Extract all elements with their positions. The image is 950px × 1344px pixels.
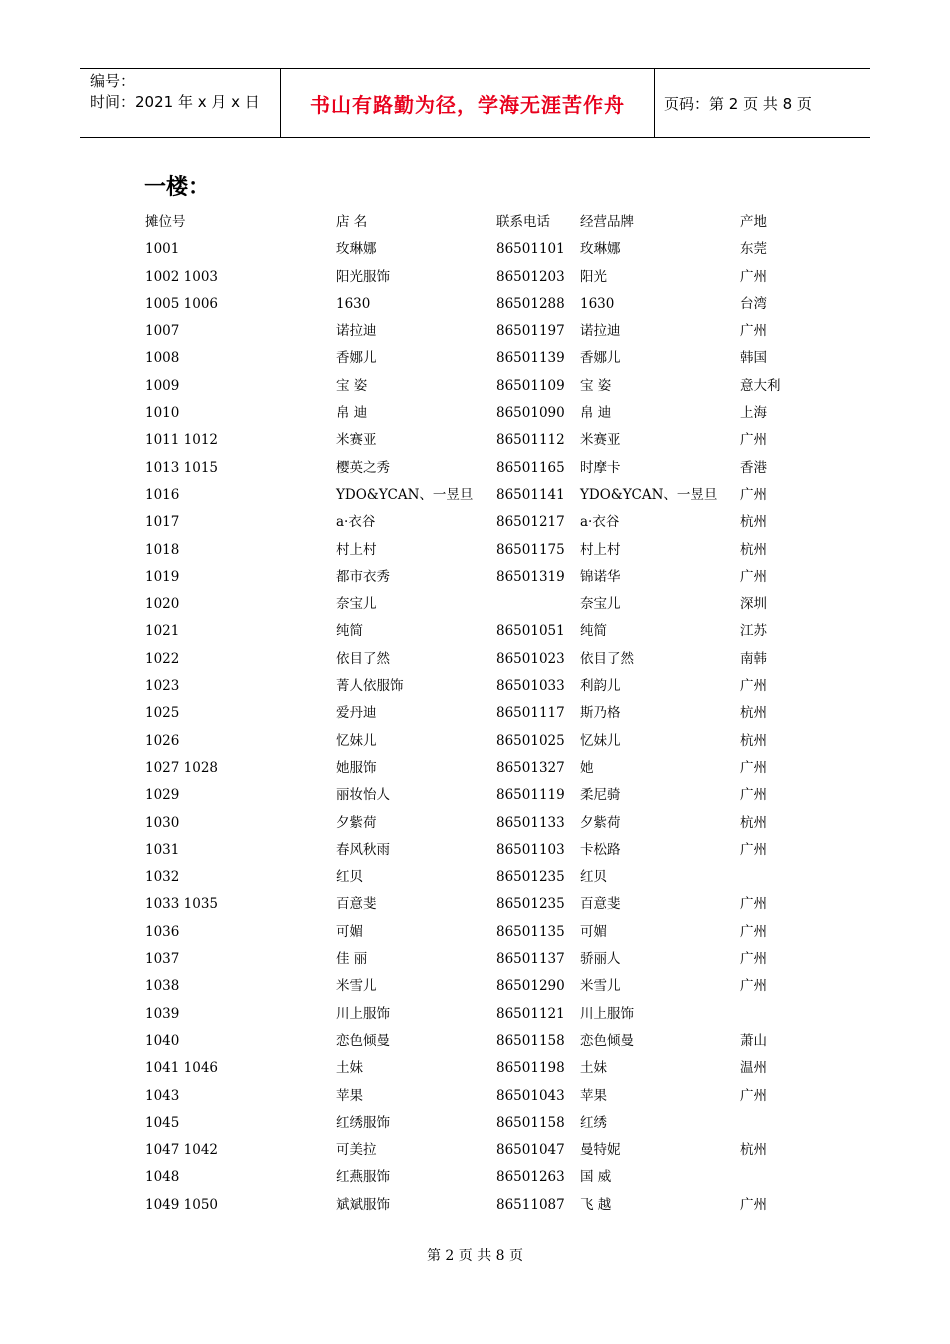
- shop-name: 她服饰: [336, 759, 377, 776]
- table-row: [145, 783, 845, 810]
- shop-name: 可美拉: [336, 1142, 377, 1159]
- phone: 86501139: [496, 350, 565, 367]
- phone: 86501158: [496, 1032, 565, 1049]
- table-header-row: [145, 210, 845, 237]
- shop-name: 丽妆怡人: [336, 787, 390, 804]
- phone: 86501263: [496, 1169, 565, 1186]
- shop-name: 春风秋雨: [336, 841, 390, 858]
- shop-name: 都市衣秀: [336, 568, 390, 585]
- table-row: [145, 319, 845, 346]
- phone: 86501327: [496, 759, 565, 776]
- brand: 卡松路: [580, 841, 621, 858]
- shop-name: 可媚: [336, 923, 363, 940]
- page-footer: 第 2 页 共 8 页: [426, 1248, 524, 1264]
- shop-table: [145, 210, 845, 1220]
- table-row: [145, 892, 845, 919]
- table-row: [145, 265, 845, 292]
- stall-number: 1001: [145, 241, 180, 258]
- phone: 86501135: [496, 923, 565, 940]
- origin: 广州: [740, 268, 767, 285]
- shop-name: 忆妹儿: [336, 732, 377, 749]
- table-row: [145, 565, 845, 592]
- stall-number: 1033 1035: [145, 896, 219, 913]
- table-row: [145, 1029, 845, 1056]
- shop-name: 帛 迪: [336, 405, 368, 422]
- section-title: 一楼：: [144, 175, 211, 200]
- phone: 86501198: [496, 1060, 565, 1077]
- phone: 86501175: [496, 541, 565, 558]
- phone: 86501101: [496, 241, 565, 258]
- brand: 米赛亚: [580, 432, 621, 449]
- brand: 飞 越: [580, 1196, 612, 1213]
- stall-number: 1009: [145, 377, 180, 394]
- brand: 川上服饰: [580, 1005, 634, 1022]
- stall-number: 1043: [145, 1087, 180, 1104]
- origin: 深圳: [740, 596, 767, 613]
- table-row: [145, 920, 845, 947]
- header-brand: 经营品牌: [580, 214, 634, 230]
- brand: 锦诺华: [580, 568, 621, 585]
- shop-name: 川上服饰: [336, 1005, 390, 1022]
- table-row: [145, 729, 845, 756]
- stall-number: 1013 1015: [145, 459, 219, 476]
- table-row: [145, 701, 845, 728]
- phone: 86501121: [496, 1005, 565, 1022]
- brand: 时摩卡: [580, 459, 621, 476]
- phone: 86501137: [496, 951, 565, 968]
- stall-number: 1037: [145, 951, 180, 968]
- origin: 杭州: [740, 541, 767, 558]
- origin: 上海: [740, 405, 767, 422]
- stall-number: 1005 1006: [145, 295, 219, 312]
- stall-number: 1018: [145, 541, 180, 558]
- origin: 广州: [740, 678, 767, 695]
- brand: 骄丽人: [580, 951, 621, 968]
- shop-name: 佳 丽: [336, 951, 368, 968]
- stall-number: 1002 1003: [145, 268, 219, 285]
- origin: 广州: [740, 896, 767, 913]
- shop-name: 1630: [336, 295, 371, 312]
- shop-name: 百意斐: [336, 896, 377, 913]
- phone: 86501103: [496, 841, 565, 858]
- phone: 86501133: [496, 814, 565, 831]
- shop-name: 阳光服饰: [336, 268, 390, 285]
- origin: 广州: [740, 486, 767, 503]
- header-shop: 店 名: [336, 214, 368, 230]
- brand: 村上村: [580, 541, 621, 558]
- stall-number: 1045: [145, 1114, 180, 1131]
- table-row: [145, 1165, 845, 1192]
- header-stall: 摊位号: [145, 214, 186, 230]
- brand: 诺拉迪: [580, 323, 621, 340]
- brand: 奈宝儿: [580, 596, 621, 613]
- shop-name: 村上村: [336, 541, 377, 558]
- time-label: 时间：2021 年 x 月 x 日: [90, 93, 260, 111]
- phone: 86501319: [496, 568, 565, 585]
- origin: 东莞: [740, 241, 767, 258]
- table-row: [145, 1002, 845, 1029]
- brand: 恋色倾曼: [580, 1032, 634, 1049]
- table-row: [145, 947, 845, 974]
- stall-number: 1008: [145, 350, 180, 367]
- shop-name: 米赛亚: [336, 432, 377, 449]
- brand: YDO&YCAN、一昱旦: [580, 486, 718, 503]
- phone: 86501197: [496, 323, 565, 340]
- origin: 广州: [740, 432, 767, 449]
- table-row: [145, 865, 845, 892]
- phone: 86501235: [496, 896, 565, 913]
- brand: 米雪儿: [580, 978, 621, 995]
- stall-number: 1030: [145, 814, 180, 831]
- brand: 百意斐: [580, 896, 621, 913]
- shop-name: 红贝: [336, 869, 363, 886]
- stall-number: 1038: [145, 978, 180, 995]
- table-row: [145, 483, 845, 510]
- stall-number: 1021: [145, 623, 180, 640]
- brand: 依目了然: [580, 650, 634, 667]
- stall-number: 1036: [145, 923, 180, 940]
- table-row: [145, 1111, 845, 1138]
- header-meta: [80, 69, 281, 137]
- stall-number: 1032: [145, 869, 180, 886]
- origin: 江苏: [740, 623, 767, 640]
- brand: 玫琳娜: [580, 241, 621, 258]
- origin: 杭州: [740, 732, 767, 749]
- shop-name: 恋色倾曼: [336, 1032, 390, 1049]
- stall-number: 1048: [145, 1169, 180, 1186]
- brand: 利韵儿: [580, 678, 621, 695]
- brand: 帛 迪: [580, 405, 612, 422]
- table-row: [145, 1056, 845, 1083]
- phone: 86511087: [496, 1196, 565, 1213]
- origin: 台湾: [740, 295, 767, 312]
- phone: 86501023: [496, 650, 565, 667]
- phone: 86501047: [496, 1142, 565, 1159]
- table-row: [145, 237, 845, 264]
- shop-name: 香娜儿: [336, 350, 377, 367]
- brand: 曼特妮: [580, 1142, 621, 1159]
- shop-name: 宝 姿: [336, 377, 368, 394]
- origin: 意大利: [740, 377, 781, 394]
- stall-number: 1040: [145, 1032, 180, 1049]
- stall-number: 1010: [145, 405, 180, 422]
- page-label: 页码：第 2 页 共 8 页: [664, 94, 812, 113]
- origin: 广州: [740, 1087, 767, 1104]
- stall-number: 1022: [145, 650, 180, 667]
- origin: 广州: [740, 951, 767, 968]
- shop-name: 纯简: [336, 623, 363, 640]
- table-row: [145, 1084, 845, 1111]
- stall-number: 1049 1050: [145, 1196, 219, 1213]
- origin: 广州: [740, 841, 767, 858]
- phone: 86501025: [496, 732, 565, 749]
- brand: 纯简: [580, 623, 607, 640]
- origin: 杭州: [740, 814, 767, 831]
- phone: 86501217: [496, 514, 565, 531]
- phone: 86501051: [496, 623, 565, 640]
- table-row: [145, 756, 845, 783]
- table-row: [145, 592, 845, 619]
- page-header: [80, 68, 870, 138]
- stall-number: 1027 1028: [145, 759, 219, 776]
- table-row: [145, 346, 845, 373]
- shop-name: 玫琳娜: [336, 241, 377, 258]
- origin: 广州: [740, 787, 767, 804]
- shop-name: YDO&YCAN、一昱旦: [336, 486, 474, 503]
- table-row: [145, 1193, 845, 1220]
- table-row: [145, 292, 845, 319]
- brand: 可媚: [580, 923, 607, 940]
- phone: 86501117: [496, 705, 565, 722]
- brand: 土妹: [580, 1060, 607, 1077]
- shop-name: 奈宝儿: [336, 596, 377, 613]
- shop-name: 菁人依服饰: [336, 678, 404, 695]
- shop-name: 红绣服饰: [336, 1114, 390, 1131]
- table-row: [145, 974, 845, 1001]
- table-row: [145, 401, 845, 428]
- brand: 柔尼骑: [580, 787, 621, 804]
- brand: 红贝: [580, 869, 607, 886]
- stall-number: 1019: [145, 568, 180, 585]
- phone: 86501290: [496, 978, 565, 995]
- table-row: [145, 374, 845, 401]
- stall-number: 1039: [145, 1005, 180, 1022]
- table-row: [145, 538, 845, 565]
- table-row: [145, 811, 845, 838]
- origin: 杭州: [740, 1142, 767, 1159]
- table-row: [145, 674, 845, 701]
- origin: 杭州: [740, 514, 767, 531]
- brand: 她: [580, 759, 594, 776]
- table-row: [145, 647, 845, 674]
- brand: 夕紫荷: [580, 814, 621, 831]
- stall-number: 1017: [145, 514, 180, 531]
- origin: 南韩: [740, 650, 767, 667]
- origin: 广州: [740, 759, 767, 776]
- brand: 斯乃格: [580, 705, 621, 722]
- brand: 宝 姿: [580, 377, 612, 394]
- header-origin: 产地: [740, 214, 767, 230]
- shop-name: 夕紫荷: [336, 814, 377, 831]
- table-row: [145, 428, 845, 455]
- phone: 86501288: [496, 295, 565, 312]
- phone: 86501203: [496, 268, 565, 285]
- stall-number: 1016: [145, 486, 180, 503]
- origin: 广州: [740, 1196, 767, 1213]
- shop-name: 樱英之秀: [336, 459, 390, 476]
- stall-number: 1031: [145, 841, 180, 858]
- table-row: [145, 1138, 845, 1165]
- brand: 忆妹儿: [580, 732, 621, 749]
- phone: 86501090: [496, 405, 565, 422]
- shop-name: 米雪儿: [336, 978, 377, 995]
- stall-number: 1047 1042: [145, 1142, 219, 1159]
- shop-name: 爱丹迪: [336, 705, 377, 722]
- phone: 86501235: [496, 869, 565, 886]
- phone: 86501033: [496, 678, 565, 695]
- shop-name: a·衣谷: [336, 514, 376, 531]
- phone: 86501119: [496, 787, 565, 804]
- stall-number: 1026: [145, 732, 180, 749]
- table-row: [145, 619, 845, 646]
- shop-name: 红燕服饰: [336, 1169, 390, 1186]
- brand: 香娜儿: [580, 350, 621, 367]
- stall-number: 1025: [145, 705, 180, 722]
- origin: 温州: [740, 1060, 767, 1077]
- shop-name: 苹果: [336, 1087, 363, 1104]
- origin: 杭州: [740, 705, 767, 722]
- phone: 86501141: [496, 486, 565, 503]
- phone: 86501109: [496, 377, 565, 394]
- header-phone: 联系电话: [496, 214, 550, 230]
- brand: 国 威: [580, 1169, 612, 1186]
- stall-number: 1041 1046: [145, 1060, 219, 1077]
- phone: 86501043: [496, 1087, 565, 1104]
- brand: 红绣: [580, 1114, 607, 1131]
- stall-number: 1029: [145, 787, 180, 804]
- stall-number: 1020: [145, 596, 180, 613]
- shop-name: 诺拉迪: [336, 323, 377, 340]
- phone: 86501158: [496, 1114, 565, 1131]
- stall-number: 1011 1012: [145, 432, 219, 449]
- motto: 书山有路勤为径，学海无涯苦作舟: [281, 69, 655, 137]
- brand: 1630: [580, 295, 615, 312]
- origin: 广州: [740, 568, 767, 585]
- origin: 广州: [740, 323, 767, 340]
- number-label: 编号：: [90, 72, 136, 90]
- phone: 86501165: [496, 459, 565, 476]
- stall-number: 1023: [145, 678, 180, 695]
- phone: 86501112: [496, 432, 565, 449]
- origin: 广州: [740, 978, 767, 995]
- brand: 苹果: [580, 1087, 607, 1104]
- shop-name: 斌斌服饰: [336, 1196, 390, 1213]
- brand: 阳光: [580, 268, 607, 285]
- origin: 韩国: [740, 350, 767, 367]
- stall-number: 1007: [145, 323, 180, 340]
- brand: a·衣谷: [580, 514, 620, 531]
- shop-name: 土妹: [336, 1060, 363, 1077]
- table-row: [145, 510, 845, 537]
- table-row: [145, 456, 845, 483]
- origin: 香港: [740, 459, 767, 476]
- shop-name: 依目了然: [336, 650, 390, 667]
- origin: 广州: [740, 923, 767, 940]
- table-row: [145, 838, 845, 865]
- origin: 萧山: [740, 1032, 767, 1049]
